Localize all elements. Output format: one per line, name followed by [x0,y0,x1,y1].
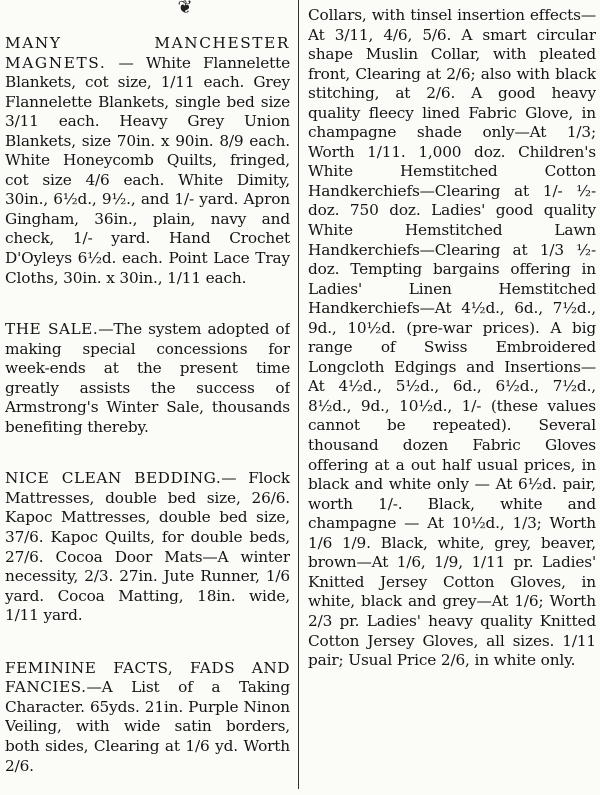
article-heading: NICE CLEAN BEDDING. [5,469,222,488]
article-body: —A List of a Taking Character. 65yds. 21in. Purple Ninon Veiling, with wide satin borders, both sides, Clearing at 1/6 yd. Worth 2/6. [5,678,290,775]
article-body: — White Flannelette Blankets, cot size, 1/11 each. Grey Flannelette Blankets, single bed size 3/11 each. Heavy Grey Union Blankets, size 70in. x 90in. 8/9 each. White Honeycomb Quilts, fringed, cot size 4/6 each. White Dimity, 30in., 6½d., 9½., and 1/- yard. Apron Gingham, 36in., plain, navy and check, 1/- yard. Hand Crochet D'Oyleys 6½d. each. Point Lace Tray Cloths, 30in. x 30in., 1/11 each. [5,53,290,287]
left-column [5,0,290,789]
article-heading: MANY MANCHESTER MAGNETS. [5,34,290,72]
article-body: — Flock Mattresses, double bed size, 26/6. Kapoc Mattresses, double bed size, 37/6. Kapoc Quilts, for double beds, 27/6. Cocoa Door Mats—A winter necessity, 2/3. 27in. Jute Runner, 1/6 yard. Cocoa Matting, 18in. wide, 1/11 yard. [5,469,290,625]
article-the-sale [5,320,290,437]
article-manchester-magnets [5,34,290,288]
article-clean-bedding [5,469,290,625]
column-rule [298,0,299,789]
right-column [308,6,596,795]
article-heading: FEMININE FACTS, FADS AND FANCIES. [5,658,290,697]
ornament-icon: ❦ [177,0,193,18]
article-body: —The system adopted of making special concessions for week-ends at the present time greatly assists the success of Armstrong's Winter Sale, thousands benefiting thereby. [5,320,290,436]
article-feminine-facts [5,659,290,776]
article-heading: THE SALE. [5,320,99,339]
article-continuation: Collars, with tinsel insertion effects—At 3/11, 4/6, 5/6. A smart circular shape Muslin Collar, with pleated front, Clearing at 2/6; also with black stitching, at 2/6. A good heavy quality fleecy lined Fabric Glove, in champagne shade only—At 1/3; Worth 1/11. 1,000 doz. Children's White Hemstitched Cotton Handkerchiefs—Clearing at 1/- ½-doz. 750 doz. Ladies' good quality White Hemstitched Lawn Handkerchiefs—Clearing at 1/3 ½-doz. Tempting bargains offering in Ladies' Linen Hemstitched Handkerchiefs—At 4½d., 6d., 7½d., 9d., 10½d. (pre-war prices). A big range of Swiss Embroidered Longcloth Edgings and Insertions—At 4½d., 5½d., 6d., 6½d., 7½d., 8½d., 9d., 10½d., 1/- (these values cannot be repeated). Several thousand dozen Fabric Gloves offering at a out half usual prices, in black and white only — At 6½d. pair, worth 1/-. Black, white and champagne — At 10½d., 1/3; Worth 1/6 1/9. Black, white, grey, beaver, brown—At 1/6, 1/9, 1/11 pr. Ladies' Knitted Jersey Cotton Gloves, in white, black and grey—At 1/6; Worth 2/3 pr. Ladies' heavy quality Knitted Cotton Jersey Gloves, all sizes. 1/11 pair; Usual Price 2/6, in white only. [308,6,596,670]
